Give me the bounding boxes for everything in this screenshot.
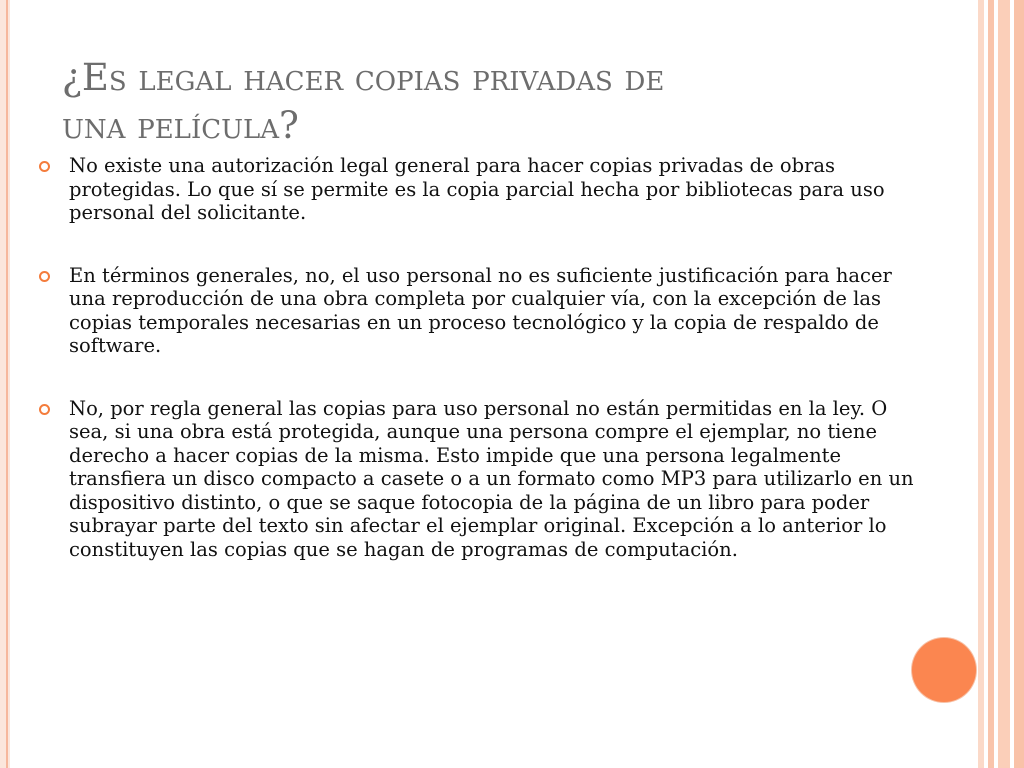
left-border-line — [6, 0, 8, 768]
bullet-list — [38, 154, 918, 600]
bullet-circle-icon — [39, 161, 50, 172]
bullet-text: No, por regla general las copias para uso personal no están permitidas en la ley. O sea, si una obra está protegida, aunque una persona compre el ejemplar, no tiene derecho a hacer copias de la misma. Esto impide que una persona legalmente transfiera un disco compacto a casete o a un formato como MP3 para utilizarlo en un dispositivo distinto, o que se saque fotocopia de la página de un libro para poder subrayar parte del texto sin afectar el ejemplar original. Excepción a lo anterior lo constituyen las copias que se hagan de programas de computación. — [69, 396, 914, 561]
bullet-text: No existe una autorización legal general para hacer copias privadas de obras protegidas. Lo que sí se permite es la copia parcial hecha por bibliotecas para uso personal del solicitante. — [69, 154, 885, 224]
bullet-item — [38, 397, 918, 562]
bullet-circle-icon — [39, 404, 50, 415]
left-border-decoration — [0, 0, 10, 768]
right-stripe-5 — [998, 0, 1010, 768]
slide-title — [62, 54, 912, 150]
slide-title-line1: ¿Es legal hacer copias privadas de — [62, 56, 665, 99]
bullet-item — [38, 154, 918, 225]
bullet-text: En términos generales, no, el uso personal no es suficiente justificación para hacer una reproducción de una obra completa por cualquier vía, con la excepción de las copias temporales necesarias en un proceso tecnológico y la copia de respaldo de software. — [69, 263, 892, 357]
slide-title-line2: una película? — [62, 104, 299, 147]
bullet-item — [38, 264, 918, 358]
orange-circle-decoration — [912, 638, 976, 702]
right-stripe-7 — [1014, 0, 1024, 768]
bullet-circle-icon — [39, 271, 50, 282]
